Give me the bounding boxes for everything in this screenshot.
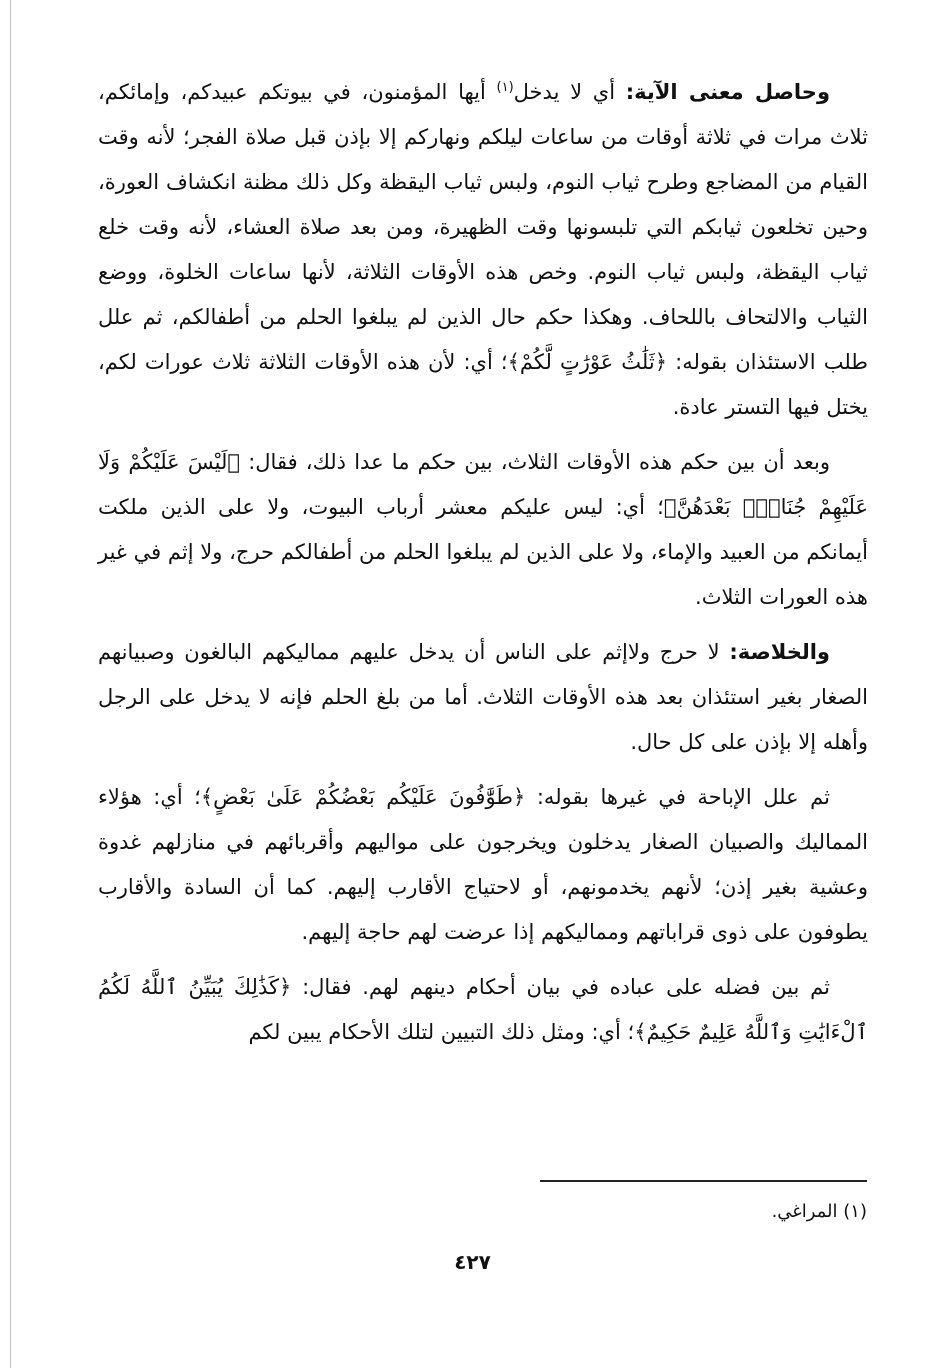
paragraph-text: أيها المؤمنون، في بيوتكم عبيدكم، وإمائكم، ثلاث مرات في ثلاثة أوقات من ساعات ليلكم ونهاركم إلا بإذن قبل صلاة الفجر؛ لأنه وقت القيام من المضاجع وطرح ثياب النوم، ولبس ثياب اليقظة وكل ذلك مظنة انكشاف العورة، وحين تخلعون ثيابكم التي تلبسونها وقت الظهيرة، ومن بعد صلاة العشاء، لأنه وقت خلع ثياب اليقظة، ولبس ثياب النوم. وخص هذه الأوقات الثلاثة، لأنها ساعات الخلوة، ووضع الثياب والالتحاف باللحاف. وهكذا حكم حال الذين لم يبلغوا الحلم من أطفالكم، ثم علل طلب الاستئذان بقوله: (98, 80, 868, 374)
page-number: ٤٢٧ (454, 1250, 491, 1274)
footnote-reference: (١) (496, 80, 514, 95)
page-edge-line (10, 0, 11, 1368)
paragraph-text: ؛ أي: لأن هذه الأوقات الثلاثة ثلاث عورات لكم، يختل فيها التستر عادة. (98, 350, 868, 419)
quran-quote: ﴿ثَلَٰثُ عَوْرَٰتٍ لَّكُمْ﴾ (507, 350, 668, 374)
paragraph-text: ثم علل الإباحة في غيرها بقوله: (525, 785, 830, 809)
footnote-separator (540, 1180, 867, 1182)
quran-quote: ﴿لَيْسَ عَلَيْكُمْ وَلَا عَلَيْهِمْ جُنَاحٌۢ بَعْدَهُنَّ﴾ (98, 450, 869, 519)
paragraph-text: لا حرج ولاإثم على الناس أن يدخل عليهم مماليكهم البالغون وصبيانهم الصغار بغير استئذان بعد هذه الأوقات الثلاث. أما من بلغ الحلم فإنه لا يدخل على الرجل وأهله إلا بإذن على كل حال. (98, 640, 868, 754)
paragraph-text: ؛ أي: هؤلاء المماليك والصبيان الصغار يدخلون ويخرجون على مواليهم وأقربائهم في منازلهم غدوة وعشية بغير إذن؛ لأنهم يخدمونهم، أو لاحتياج الأقارب إليهم. كما أن السادة والأقارب يطوفون على ذوى قراباتهم ومماليكهم إذا عرضت لهم حاجة إليهم. (98, 785, 868, 944)
paragraph-grace (98, 965, 868, 1055)
paragraph-other-times (98, 440, 868, 620)
quran-quote: ﴿طَوَّٰفُونَ عَلَيْكُم بَعْضُكُمْ عَلَىٰ بَعْضٍ﴾ (200, 785, 526, 809)
paragraph-summary (98, 630, 868, 765)
paragraph-text: وبعد أن بين حكم هذه الأوقات الثلاث، بين حكم ما عدا ذلك، فقال: (240, 450, 830, 474)
main-text (98, 70, 868, 1065)
paragraph-lead: وحاصل معنى الآية: (625, 80, 830, 104)
quran-quote: ﴿كَذَٰلِكَ يُبَيِّنُ ٱللَّهُ لَكُمُ ٱلْءَايَٰتِ وَٱللَّهُ عَلِيمٌ حَكِيمٌ﴾ (98, 975, 868, 1044)
paragraph-reason (98, 775, 868, 955)
paragraph-verse-meaning (98, 70, 868, 430)
paragraph-text: أي لا يدخل (513, 80, 626, 104)
paragraph-lead: والخلاصة: (729, 640, 830, 664)
paragraph-text: ؛ أي: ليس عليكم معشر أرباب البيوت، ولا على الذين ملكت أيمانكم من العبيد والإماء، ولا على الذين لم يبلغوا الحلم من أطفالكم حرج، ولا إثم في غير هذه العورات الثلاث. (98, 495, 868, 609)
paragraph-text: ؛ أي: ومثل ذلك التبيين لتلك الأحكام يبين لكم (248, 1020, 635, 1044)
paragraph-text: ثم بين فضله على عباده في بيان أحكام دينهم لهم. فقال: (291, 975, 831, 999)
footnote: (١) المراغي. (771, 1201, 867, 1222)
